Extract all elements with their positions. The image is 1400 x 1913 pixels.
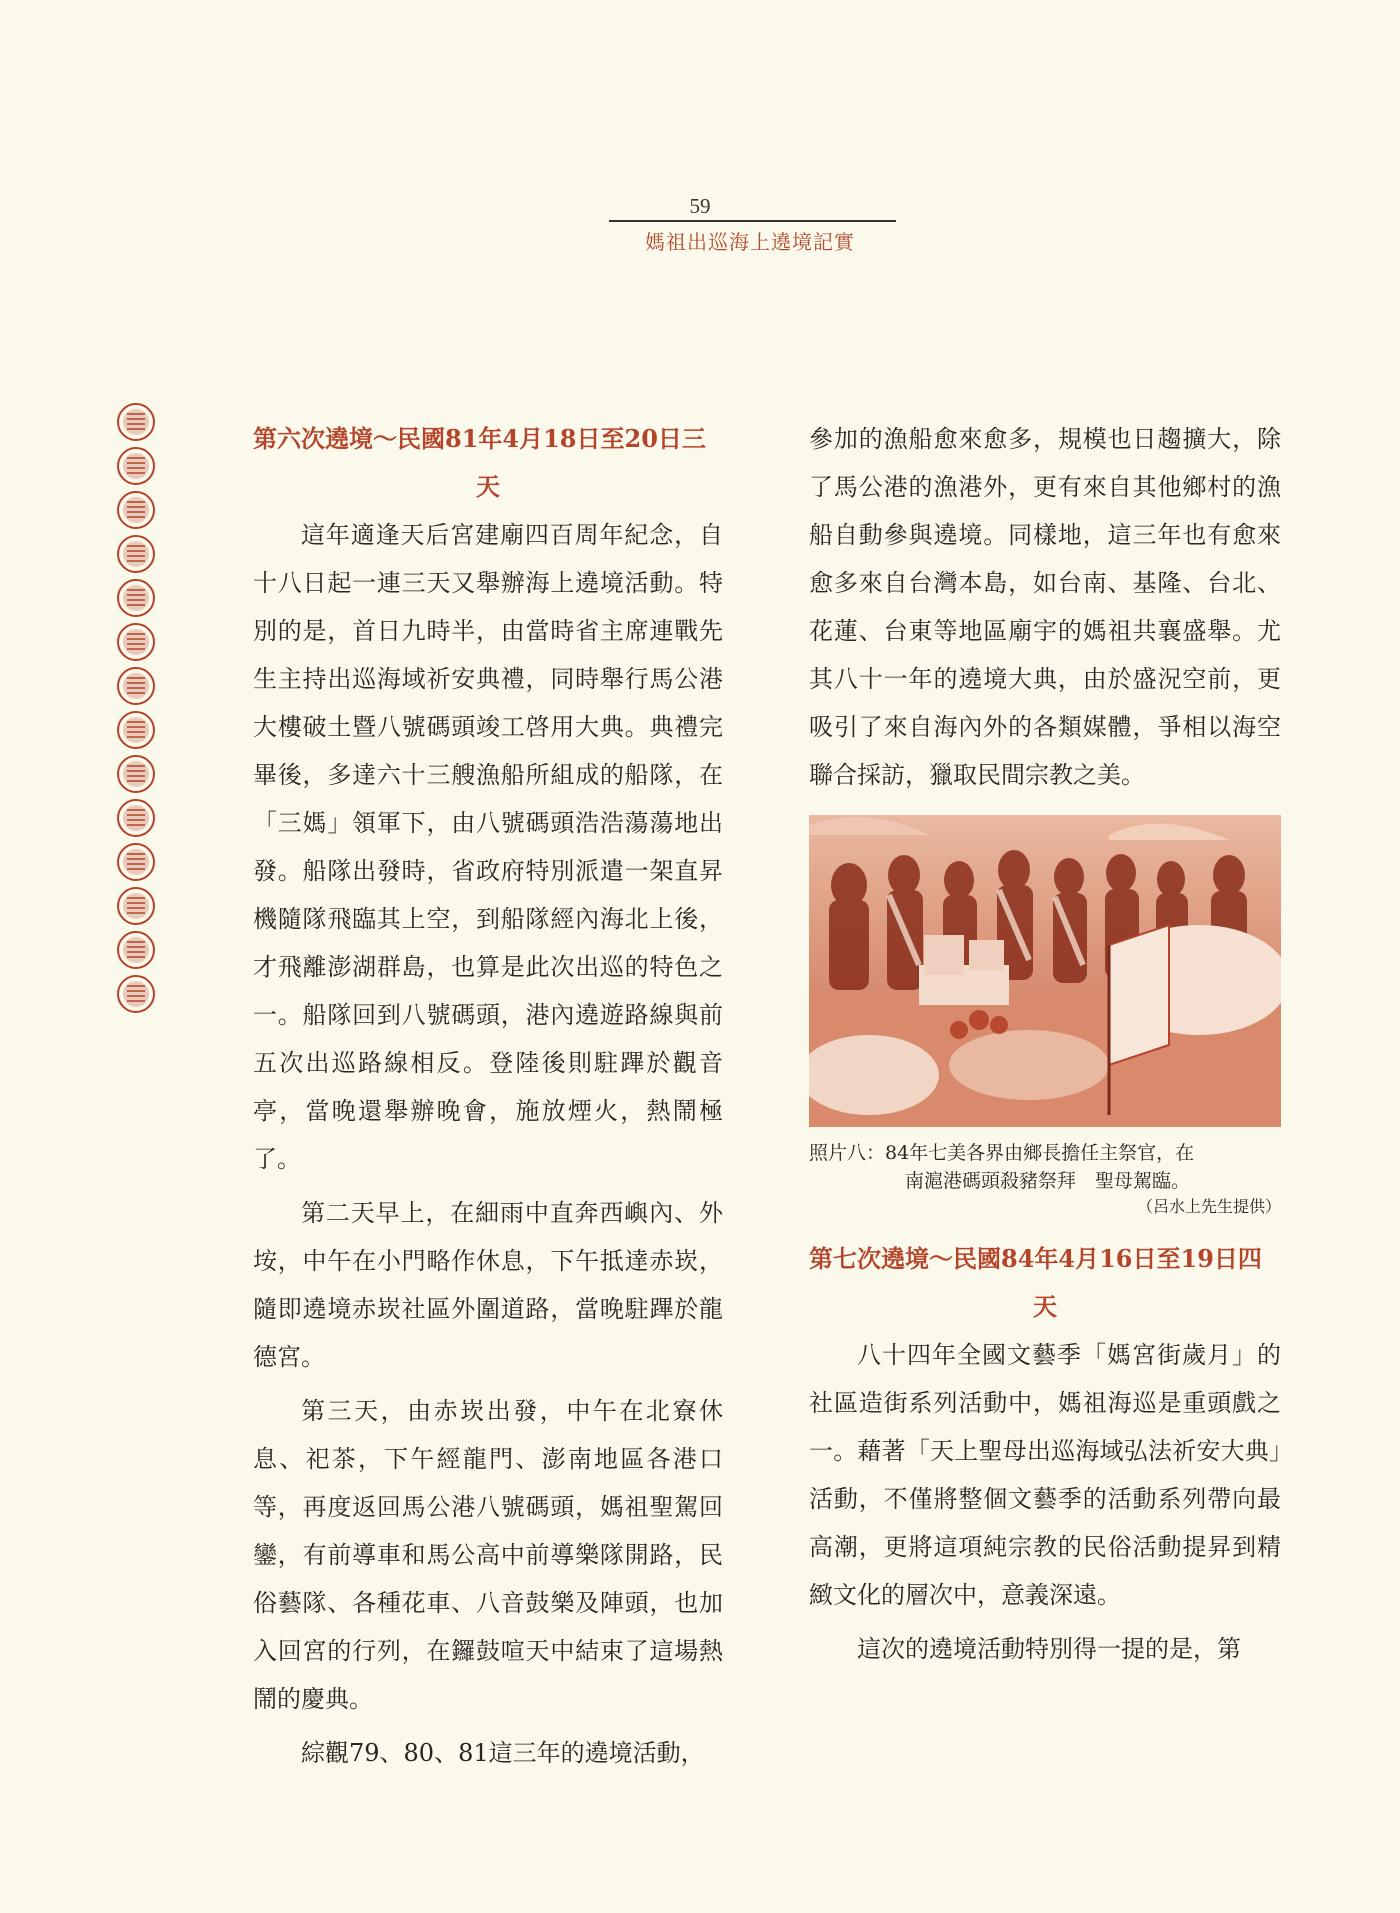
section-heading-seven xyxy=(809,1235,1281,1331)
page-number: 59 xyxy=(689,194,711,218)
left-paragraph-1: 這年適逢天后宮建廟四百周年紀念，自十八日起一連三天又舉辦海上遶境活動。特別的是，首日九時半，由當時省主席連戰先生主持出巡海域祈安典禮，同時舉行馬公港大樓破土暨八號碼頭竣工啓用大典。典禮完畢後，多達六十三艘漁船所組成的船隊，在「三媽」領軍下，由八號碼頭浩浩蕩蕩地出發。船隊出發時，省政府特別派遣一架直昇機隨隊飛臨其上空，到船隊經內海北上後，才飛離澎湖群島，也算是此次出巡的特色之一。船隊回到八號碼頭，港內遶遊路線與前五次出巡路線相反。登陸後則駐蹕於觀音亭，當晚還舉辦晚會，施放煙火，熱鬧極了。 xyxy=(253,521,723,1173)
left-paragraph-4: 綜觀79、80、81這三年的遶境活動， xyxy=(301,1739,705,1767)
seal-stamp-icon xyxy=(116,798,156,838)
section-heading-six xyxy=(253,415,723,511)
seal-stamp-icon xyxy=(116,534,156,574)
section-heading-seven-line2: 天 xyxy=(1033,1292,1057,1321)
seal-stamp-icon xyxy=(116,446,156,486)
seal-stamp-icon xyxy=(116,578,156,618)
photo-caption xyxy=(809,1139,1281,1195)
ceremony-photo xyxy=(809,815,1281,1127)
right-paragraph-2: 這次的遶境活動特別得一提的是，第 xyxy=(857,1635,1241,1663)
seal-stamp-icon xyxy=(116,754,156,794)
photo-figure xyxy=(809,815,1281,1219)
running-title: 媽祖出巡海上遶境記實 xyxy=(645,230,855,254)
seal-stamp-icon xyxy=(116,886,156,926)
left-paragraph-2: 第二天早上，在細雨中直奔西嶼內、外垵，中午在小門略作休息，下午抵達赤崁，隨即遶境赤崁社區外圍道路，當晚駐蹕於龍德宮。 xyxy=(253,1199,723,1371)
section-heading-six-line2: 天 xyxy=(476,472,500,501)
seal-stamp-icon xyxy=(116,842,156,882)
photo-credit: （呂水上先生提供） xyxy=(1136,1197,1281,1216)
seal-strip xyxy=(113,402,159,1018)
photo-caption-line1: 照片八：84年七美各界由鄉長擔任主祭官，在 xyxy=(809,1142,1195,1164)
left-paragraph-3: 第三天，由赤崁出發，中午在北寮休息、祀茶，下午經龍門、澎南地區各港口等，再度返回馬公港八號碼頭，媽祖聖駕回鑾，有前導車和馬公高中前導樂隊開路，民俗藝隊、各種花車、八音鼓樂及陣頭，也加入回宮的行列，在鑼鼓喧天中結束了這場熱鬧的慶典。 xyxy=(253,1397,723,1713)
seal-stamp-icon xyxy=(116,710,156,750)
right-paragraph-1: 八十四年全國文藝季「媽宮街歲月」的社區造街系列活動中，媽祖海巡是重頭戲之一。藉著「天上聖母出巡海域弘法祈安大典」活動，不僅將整個文藝季的活動系列帶向最高潮，更將這項純宗教的民俗活動提昇到精緻文化的層次中，意義深遠。 xyxy=(809,1341,1281,1609)
seal-stamp-icon xyxy=(116,974,156,1014)
header-rule xyxy=(609,220,896,222)
seal-stamp-icon xyxy=(116,402,156,442)
seal-stamp-icon xyxy=(116,666,156,706)
left-column xyxy=(253,415,723,1777)
right-paragraph-top: 參加的漁船愈來愈多，規模也日趨擴大，除了馬公港的漁港外，更有來自其他鄉村的漁船自動參與遶境。同樣地，這三年也有愈來愈多來自台灣本島，如台南、基隆、台北、花蓮、台東等地區廟宇的媽祖共襄盛舉。尤其八十一年的遶境大典，由於盛況空前，更吸引了來自海內外的各類媒體，爭相以海空聯合採訪，獵取民間宗教之美。 xyxy=(809,425,1281,789)
section-heading-six-line1: 第六次遶境～民國81年4月18日至20日三 xyxy=(253,424,706,453)
seal-stamp-icon xyxy=(116,490,156,530)
section-heading-seven-line1: 第七次遶境～民國84年4月16日至19日四 xyxy=(809,1244,1262,1273)
seal-stamp-icon xyxy=(116,930,156,970)
right-column xyxy=(809,415,1281,1673)
photo-caption-line2: 南滬港碼頭殺豬祭拜 聖母駕臨。 xyxy=(905,1170,1191,1192)
seal-stamp-icon xyxy=(116,622,156,662)
